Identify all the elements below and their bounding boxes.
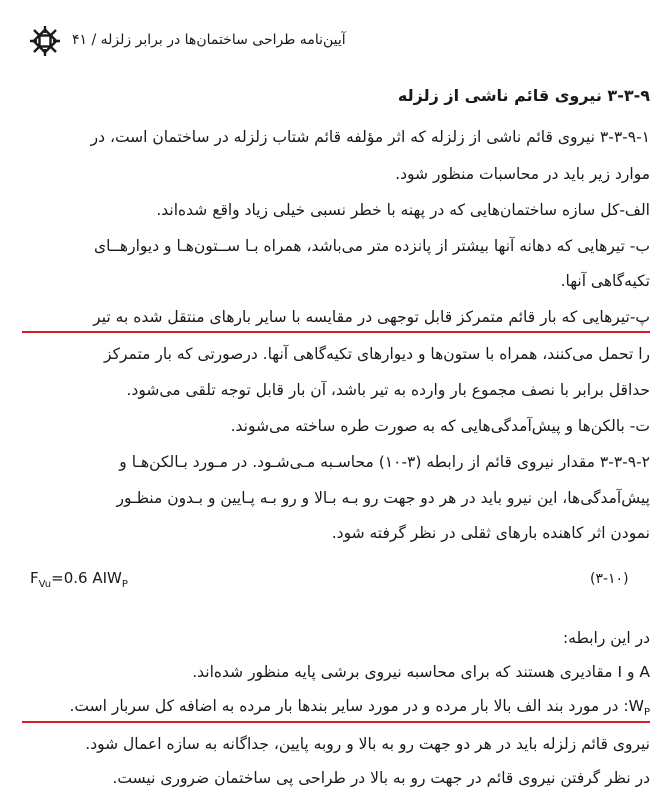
- paragraph-line-highlighted: پ-تیرهایی که بار قائم متمرکز قابل توجهی در مقایسه با سایر بارهای منتقل شده به تیر: [93, 308, 650, 326]
- paragraph-line: موارد زیر باید در محاسبات منظور شود.: [395, 165, 650, 183]
- section-title: ۳-۳-۹ نیروی قائم ناشی از زلزله: [397, 86, 650, 105]
- equation-rhs: =0.6 AIW: [51, 569, 122, 587]
- equation-rhs-sub: P: [121, 579, 128, 590]
- paragraph-line: تکیه‌گاهی آنها.: [560, 272, 650, 290]
- paragraph-line: را تحمل می‌کنند، همراه با ستون‌ها و دیوارهای تکیه‌گاهی آنها. درصورتی که بار متمرکز: [104, 345, 650, 363]
- red-underline: [22, 331, 650, 333]
- wp-symbol: [628, 697, 650, 719]
- paragraph-line: ت- بالکن‌ها و پیش‌آمدگی‌هایی که به صورت طره ساخته می‌شوند.: [230, 417, 650, 435]
- paragraph-line: ۳-۳-۹-۱ نیروی قائم ناشی از زلزله که اثر مؤلفه قائم شتاب زلزله در ساختمان است، در: [90, 128, 650, 146]
- paragraph-line: الف-کل سازه ساختمان‌هایی که در پهنه با خطر نسبی خیلی زیاد واقع شده‌اند.: [156, 201, 650, 219]
- paragraph-line: نیروی قائم زلزله باید در هر دو جهت رو به بالا و روبه پایین، جداگانه به سازه اعمال شود.: [85, 735, 650, 753]
- wp-definition: در مورد بند الف بالا بار مرده و در مورد سایر بندها بار مرده به اضافه کل سربار است.: [69, 697, 619, 715]
- wp-colon: :: [623, 697, 629, 715]
- paragraph-line: نمودن اثر کاهنده بارهای ثقلی در نظر گرفته شود.: [331, 524, 650, 542]
- paragraph-line-highlighted: [22, 696, 650, 723]
- paragraph-line: در نظر گرفتن نیروی قائم در جهت رو به بالا در طراحی پی ساختمان ضروری نیست.: [112, 769, 650, 787]
- equation-lhs-sub: Vu: [38, 579, 52, 590]
- red-underline: [22, 721, 650, 723]
- knot-logo-icon: [28, 24, 62, 58]
- paragraph-line: ب- تیرهایی که دهانه آنها بیشتر از پانزده متر می‌باشد، همراه بـا ســتون‌هـا و دیوارهــای: [94, 237, 650, 255]
- page-header: [0, 24, 672, 64]
- paragraph-line: ۳-۳-۹-۲ مقدار نیروی قائم از رابطه (۳-۱۰) محاسـبه مـی‌شـود. در مـورد بـالکن‌هـا و: [119, 453, 650, 471]
- equation: [30, 569, 128, 590]
- equation-number: (۳-۱۰): [590, 571, 629, 587]
- paragraph-line: در این رابطه:: [562, 629, 650, 647]
- running-header: آیین‌نامه طراحی ساختمان‌ها در برابر زلزله / ۴۱: [72, 32, 346, 48]
- paragraph-line: A و I مقادیری هستند که برای محاسبه نیروی برشی پایه منظور شده‌اند.: [192, 663, 650, 681]
- paragraph-line: پیش‌آمدگی‌ها، این نیرو باید در هر دو جهت رو بـه بـالا و رو بـه پـایین و بـدون منظـور: [116, 489, 650, 507]
- wp-label: W: [628, 697, 644, 715]
- wp-sub: P: [643, 707, 650, 719]
- paragraph-line: حداقل برابر با نصف مجموع بار وارده به تیر باشد، آن بار قابل توجه تلقی می‌شود.: [126, 381, 650, 399]
- equation-lhs: F: [30, 569, 39, 587]
